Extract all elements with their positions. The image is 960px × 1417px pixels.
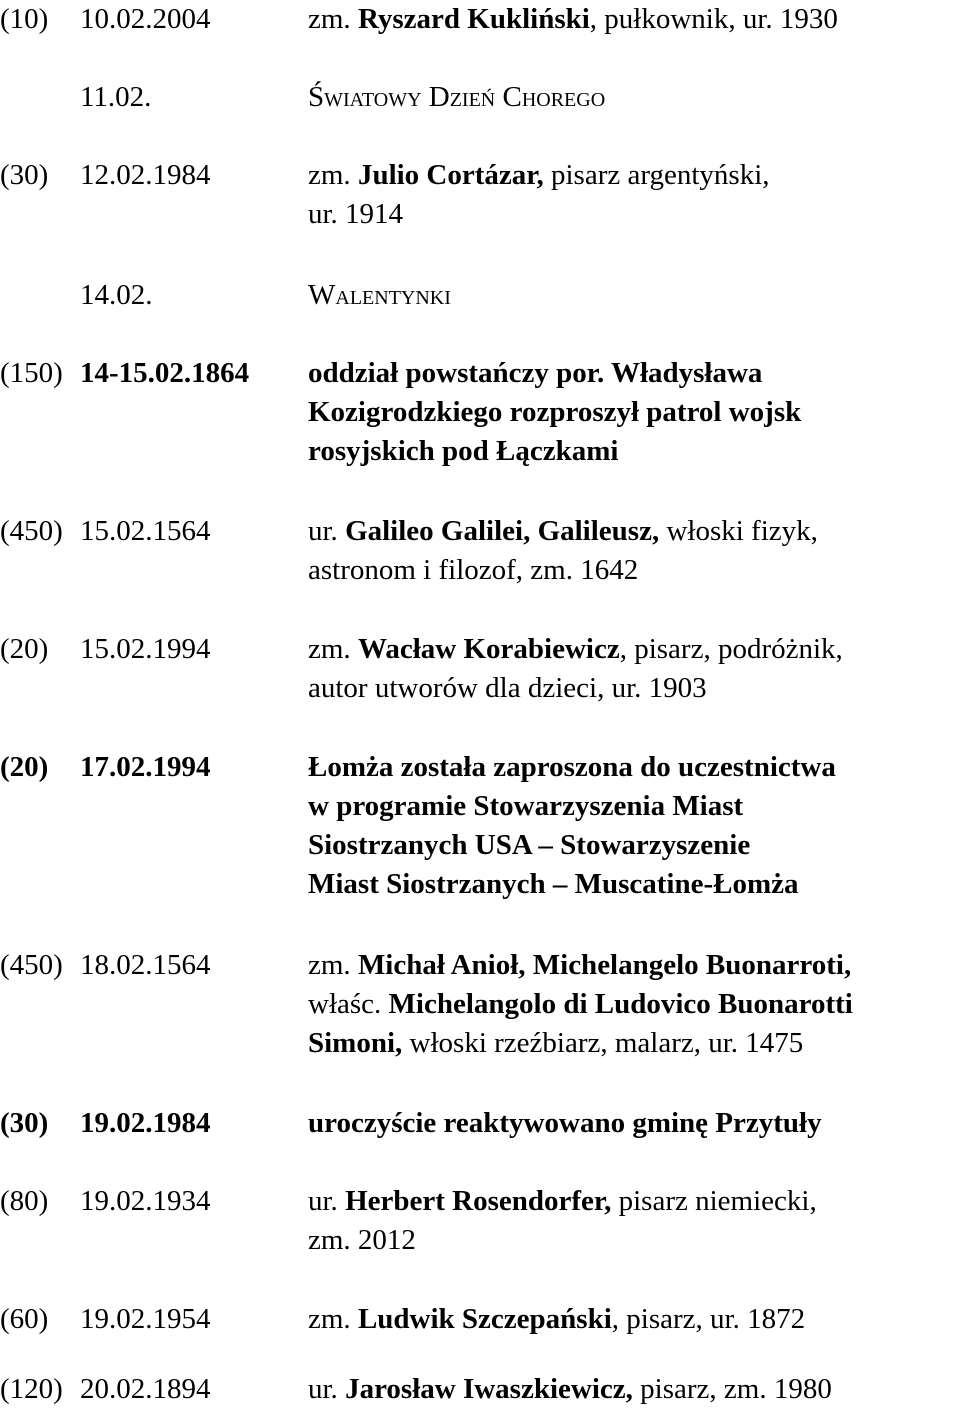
entry-date: 14.02. [80, 279, 153, 311]
text-segment: autor utworów dla dzieci, ur. 1903 [308, 672, 707, 704]
highlighted-text: Łomża została zaproszona do uczestnictwa [308, 751, 836, 783]
entry-date: 19.02.1954 [80, 1303, 211, 1335]
text-segment: ur. [308, 1373, 346, 1405]
anniversary-number: (30) [0, 159, 49, 191]
entry-description [308, 1300, 960, 1339]
description-line [308, 865, 960, 904]
entry-description [308, 78, 960, 117]
entry-description [308, 1370, 960, 1409]
highlighted-text: uroczyście reaktywowano gminę Przytuły [308, 1107, 822, 1139]
description-line [308, 512, 960, 551]
entry-date: 20.02.1894 [80, 1373, 211, 1405]
entry-date: 19.02.1984 [80, 1107, 211, 1139]
text-segment: włoski rzeźbiarz, malarz, ur. 1475 [402, 1027, 804, 1059]
entry-description [308, 512, 960, 590]
text-segment: Walentynki [308, 279, 451, 311]
text-segment: , pisarz, podróżnik, [619, 633, 843, 665]
text-segment: ur. [308, 1185, 346, 1217]
anniversary-number: (20) [0, 751, 49, 783]
text-segment: pisarz niemiecki, [611, 1185, 817, 1217]
description-line [308, 0, 960, 39]
entry-date: 19.02.1934 [80, 1185, 211, 1217]
description-line [308, 195, 960, 234]
text-segment: włoski fizyk, [659, 515, 818, 547]
entry-description [308, 748, 960, 904]
highlighted-text: Julio Cortázar, [357, 159, 544, 191]
anniversary-number: (60) [0, 1303, 49, 1335]
highlighted-text: Ludwik Szczepański [357, 1303, 612, 1335]
entry-description [308, 276, 960, 315]
description-line [308, 1024, 960, 1063]
text-segment: , pisarz, ur. 1872 [611, 1303, 806, 1335]
highlighted-text: w programie Stowarzyszenia Miast [308, 790, 744, 822]
description-line [308, 432, 960, 471]
highlighted-text: Michał Anioł, Michelangelo Buonarroti, [357, 949, 852, 981]
description-line [308, 78, 960, 117]
description-line [308, 393, 960, 432]
entry-date: 14-15.02.1864 [80, 357, 250, 389]
description-line [308, 630, 960, 669]
highlighted-text: Simoni, [308, 1027, 403, 1059]
entry-date: 11.02. [80, 81, 152, 113]
highlighted-text: Kozigrodzkiego rozproszył patrol wojsk [308, 396, 802, 428]
highlighted-text: Herbert Rosendorfer, [345, 1185, 612, 1217]
anniversary-number: (10) [0, 3, 49, 35]
description-line [308, 1300, 960, 1339]
text-segment: ur. [308, 515, 346, 547]
entry-date: 12.02.1984 [80, 159, 211, 191]
highlighted-text: Miast Siostrzanych – Muscatine-Łomża [308, 868, 799, 900]
highlighted-text: Wacław Korabiewicz [357, 633, 620, 665]
text-segment: pisarz argentyński, [543, 159, 770, 191]
entry-description [308, 354, 960, 471]
text-segment: zm. [308, 633, 358, 665]
highlighted-text: rosyjskich pod Łączkami [308, 435, 619, 467]
anniversary-number: (20) [0, 633, 49, 665]
entry-description [308, 946, 960, 1063]
entry-date: 15.02.1994 [80, 633, 211, 665]
highlighted-text: Michelangolo di Ludovico Buonarotti [388, 988, 853, 1020]
text-segment: zm. [308, 949, 358, 981]
entry-description [308, 630, 960, 708]
text-segment: , pułkownik, ur. 1930 [589, 3, 838, 35]
description-line [308, 1182, 960, 1221]
anniversary-number: (120) [0, 1373, 63, 1405]
description-line [308, 787, 960, 826]
highlighted-text: Ryszard Kukliński [357, 3, 590, 35]
description-line [308, 985, 960, 1024]
description-line [308, 1104, 960, 1143]
entry-description [308, 1104, 960, 1143]
text-segment: zm. 2012 [308, 1224, 416, 1256]
description-line [308, 354, 960, 393]
text-segment: ur. 1914 [308, 198, 404, 230]
anniversary-number: (150) [0, 357, 63, 389]
entry-description [308, 1182, 960, 1260]
text-segment: właśc. [308, 988, 389, 1020]
description-line [308, 748, 960, 787]
anniversary-number: (80) [0, 1185, 49, 1217]
highlighted-text: Jarosław Iwaszkiewicz, [345, 1373, 633, 1405]
entry-date: 17.02.1994 [80, 751, 211, 783]
text-segment: pisarz, zm. 1980 [632, 1373, 832, 1405]
text-segment: zm. [308, 3, 358, 35]
highlighted-text: Galileo Galilei, Galileusz, [345, 515, 660, 547]
text-segment: Światowy Dzień Chorego [308, 81, 606, 113]
description-line [308, 276, 960, 315]
entry-description [308, 0, 960, 39]
description-line [308, 156, 960, 195]
anniversary-number: (30) [0, 1107, 49, 1139]
entry-description [308, 156, 960, 234]
highlighted-text: Siostrzanych USA – Stowarzyszenie [308, 829, 751, 861]
entry-date: 18.02.1564 [80, 949, 211, 981]
anniversary-number: (450) [0, 515, 63, 547]
description-line [308, 826, 960, 865]
description-line [308, 1370, 960, 1409]
text-segment: astronom i filozof, zm. 1642 [308, 554, 639, 586]
anniversary-number: (450) [0, 949, 63, 981]
entry-date: 10.02.2004 [80, 3, 211, 35]
highlighted-text: oddział powstańczy por. Władysława [308, 357, 763, 389]
description-line [308, 1221, 960, 1260]
text-segment: zm. [308, 1303, 358, 1335]
text-segment: zm. [308, 159, 358, 191]
description-line [308, 946, 960, 985]
entry-date: 15.02.1564 [80, 515, 211, 547]
description-line [308, 551, 960, 590]
description-line [308, 669, 960, 708]
